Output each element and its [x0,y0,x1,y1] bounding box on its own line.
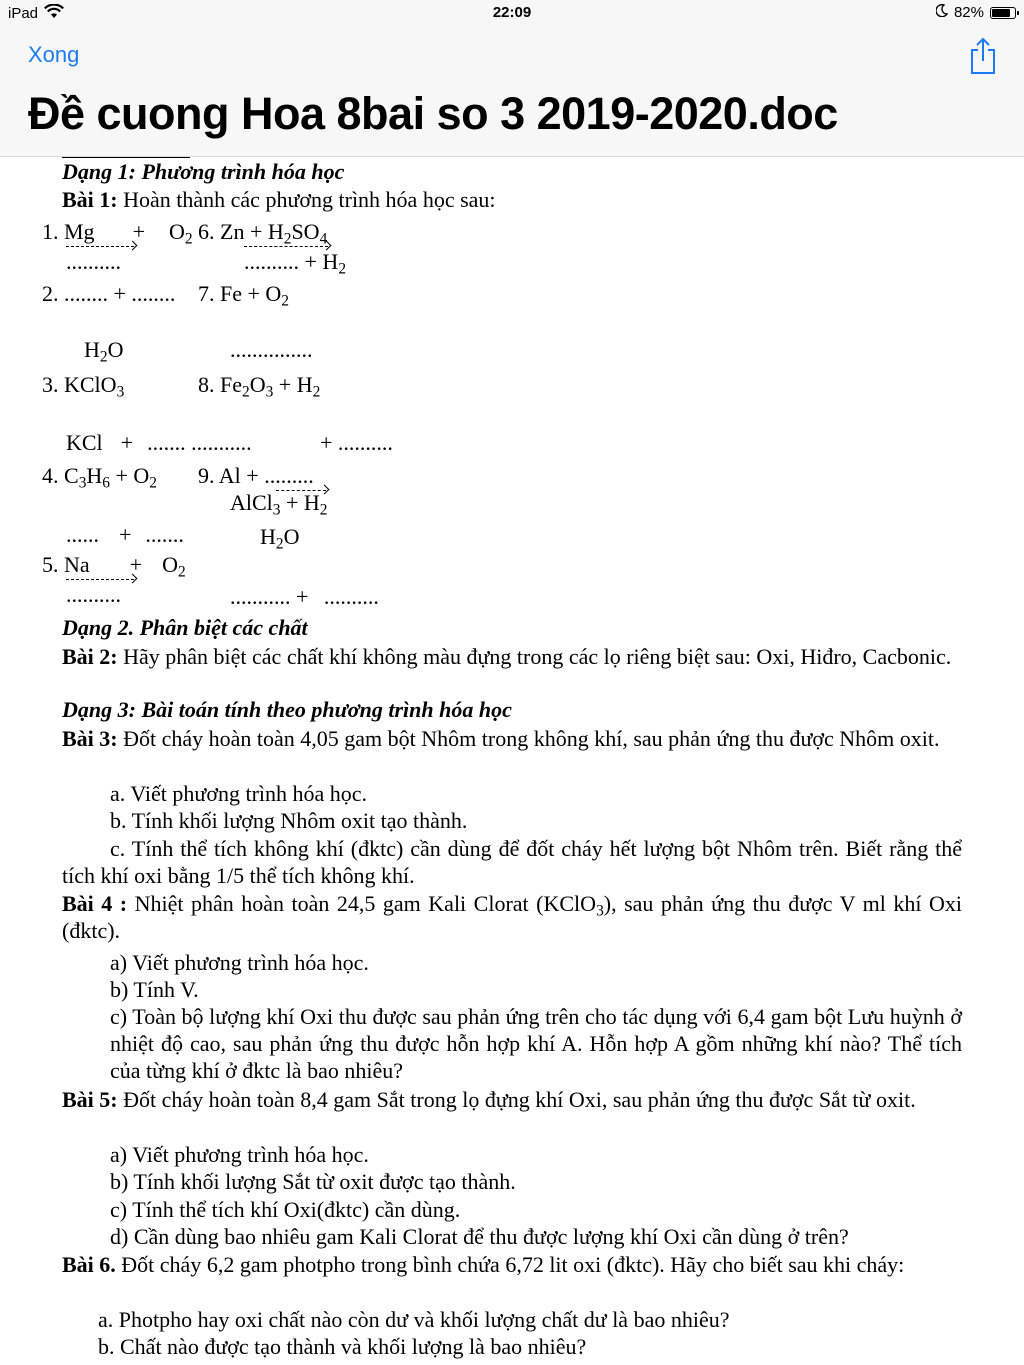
bai3-paragraph: Bài 3: Đốt cháy hoàn toàn 4,05 gam bột Nhôm trong không khí, sau phản ứng thu được Nhôm oxit. [62,726,940,751]
bai1-text: Hoàn thành các phương trình hóa học sau: [117,187,496,212]
eq3: 3. KClO$_3$ [42,372,125,401]
eq2: 2. ........ + ........ [42,281,176,306]
bai3-b: b. Tính khối lượng Nhôm oxit tạo thành. [110,808,468,833]
status-bar [0,0,1024,28]
bai5-a: a) Viết phương trình hóa học. [110,1142,369,1167]
dang1-heading: Dạng 1: Phương trình hóa học [62,159,345,184]
done-button[interactable]: Xong [28,42,80,67]
eq4: 4. $C_3H_6 + O_2$ [42,463,157,492]
status-time: 22:09 [492,4,532,21]
top-rule [62,157,190,158]
document-header [0,28,1024,157]
bai3-a: a. Viết phương trình hóa học. [110,781,368,806]
eq7-product: ............... [230,337,313,362]
eq4-product: ...... + ....... [66,522,184,547]
eq10-product: ........... + .......... [230,584,379,609]
bai4-b: b) Tính V. [110,977,199,1002]
battery-percent: 82% [953,4,984,21]
eq8: 8. $Fe_2O_3 + H_2$ [198,372,321,401]
document-title: Đề cuong Hoa 8bai so 3 2019-2020.doc [28,88,838,139]
eq6: 6. $Zn + H_2SO_4$ [198,219,328,248]
eq1: 1. $Mg + O_2$ [42,219,193,248]
bai1-label: Bài 1: [62,187,118,212]
arrow-icon [244,246,328,247]
bai1-line [62,187,496,213]
eq7: 7. $Fe + O_2$ [198,281,289,310]
eq1-product: .......... [66,249,121,274]
bai5-b: b) Tính khối lượng Sắt từ oxit được tạo thành. [110,1169,516,1194]
document-page[interactable] [0,157,1024,1365]
bai4-c: c) Toàn bộ lượng khí Oxi thu được sau phản ứng trên cho tác dụng với 6,4 gam bột Lưu huỳnh ở nhiệt độ cao, sau phản ứng thu được hỗn hợp khí A. Hỗn hợp A gồm những khí nào? Thể tích của từng khí ở đktc là bao nhiêu? [110,1004,962,1083]
battery-fill [992,9,1010,17]
eq9: 9. Al + ......... [198,463,314,488]
eq2-product: $H_2O$ [84,337,124,366]
eq5: 5. $Na + O_2$ [42,552,186,581]
bai3-c: c. Tính thể tích không khí (đktc) cần dùng để đốt cháy hết lượng bột Nhôm trên. Biết rằng thể tích khí oxi bằng 1/5 thể tích không khí. [62,836,962,888]
dang2-heading: Dạng 2. Phân biệt các chất [62,615,308,640]
arrow-icon [66,579,134,580]
bai6-b: b. Chất nào được tạo thành và khối lượng là bao nhiêu? [98,1334,587,1359]
eq6-product: .......... + $H_2$ [244,249,347,278]
bai2-paragraph: Bài 2: Hãy phân biệt các chất khí không màu đựng trong các lọ riêng biệt sau: Oxi, Hiđro, Cacbonic. [62,644,952,669]
bai6-a: a. Photpho hay oxi chất nào còn dư và khối lượng chất dư là bao nhiêu? [98,1307,730,1332]
bai5-paragraph: Bài 5: Đốt cháy hoàn toàn 8,4 gam Sắt trong lọ đựng khí Oxi, sau phản ứng thu được Sắt từ oxit. [62,1087,916,1112]
eq8-product: + .......... [320,430,393,455]
arrow-icon [66,246,134,247]
share-icon[interactable] [968,36,998,76]
eq9-water: $H_2O$ [260,524,300,553]
bai6-paragraph: Bài 6. Đốt cháy 6,2 gam photpho trong bình chứa 6,72 lit oxi (đktc). Hãy cho biết sau khi cháy: [62,1252,905,1277]
moon-icon [936,4,948,21]
eq9-product: AlCl$_3$ + $H_2$ [230,490,328,519]
bai5-d: d) Cần dùng bao nhiêu gam Kali Clorat để thu được lượng khí Oxi cần dùng ở trên? [110,1224,849,1249]
bai5-c: c) Tính thể tích khí Oxi(đktc) cần dùng. [110,1197,461,1222]
dang3-heading: Dạng 3: Bài toán tính theo phương trình hóa học [62,697,512,722]
eq5-product: .......... [66,582,121,607]
status-right [936,4,1016,21]
bai4-paragraph: Bài 4 : Nhiệt phân hoàn toàn 24,5 gam Kali Clorat (KClO$_3$), sau phản ứng thu được V ml khí Oxi (đktc). [62,891,962,943]
battery-icon [990,7,1016,19]
bai4-a: a) Viết phương trình hóa học. [110,950,369,975]
eq3-product: KCl + ....... ........... [66,430,252,455]
device-label: iPad [8,5,39,22]
